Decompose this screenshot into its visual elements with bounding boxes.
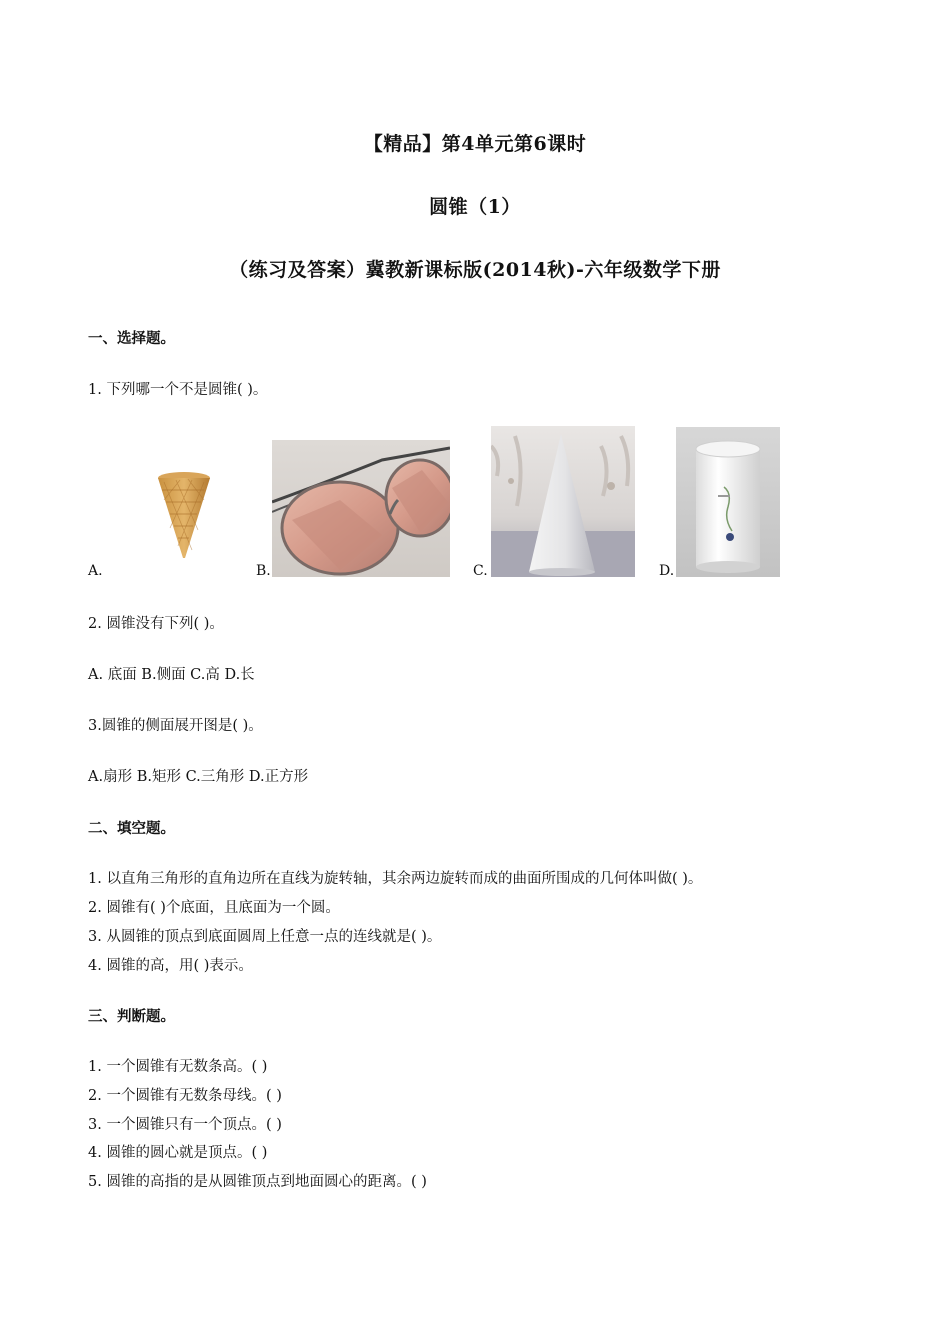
question-3-options: A.扇形 B.矩形 C.三角形 D.正方形 [88,769,309,785]
document-subtitle: （练习及答案）冀教新课标版(2014秋)-六年级数学下册 [229,259,721,281]
fill-item-2: 2. 圆锥有( )个底面，且底面为一个圆。 [88,900,340,916]
ice-cream-cone-image [154,470,214,562]
option-a-label: A. [88,563,103,579]
fill-item-1: 1. 以直角三角形的直角边所在直线为旋转轴，其余两边旋转而成的曲面所围成的几何体叫做( )。 [88,871,703,887]
cylinder-canister-image [676,427,780,577]
question-1: 1. 下列哪一个不是圆锥( )。 [88,382,268,398]
section-fill-heading: 二、填空题。 [88,820,175,837]
fill-item-3: 3. 从圆锥的顶点到底面圆周上任意一点的连线就是( )。 [88,929,442,945]
cone-glasses-image [272,440,450,577]
option-d-label: D. [659,563,675,579]
question-2: 2. 圆锥没有下列( )。 [88,616,224,632]
question-2-options: A. 底面 B.侧面 C.高 D.长 [88,667,255,683]
option-c-label: C. [473,563,488,579]
section-choice-heading: 一、选择题。 [88,330,175,347]
judge-item-1: 1. 一个圆锥有无数条高。( ) [88,1059,268,1075]
judge-item-2: 2. 一个圆锥有无数条母线。( ) [88,1088,282,1104]
document-title: 【精品】第4单元第6课时 [363,133,587,155]
section-judge-heading: 三、判断题。 [88,1008,175,1025]
judge-item-4: 4. 圆锥的圆心就是顶点。( ) [88,1145,268,1161]
lesson-title: 圆锥（1） [429,196,521,218]
judge-item-3: 3. 一个圆锥只有一个顶点。( ) [88,1117,282,1133]
judge-item-5: 5. 圆锥的高指的是从圆锥顶点到地面圆心的距离。( ) [88,1174,427,1190]
option-b-label: B. [256,563,271,579]
paper-cone-image [491,426,635,577]
question-3: 3.圆锥的侧面展开图是( )。 [88,718,263,734]
fill-item-4: 4. 圆锥的高，用( )表示。 [88,958,253,974]
